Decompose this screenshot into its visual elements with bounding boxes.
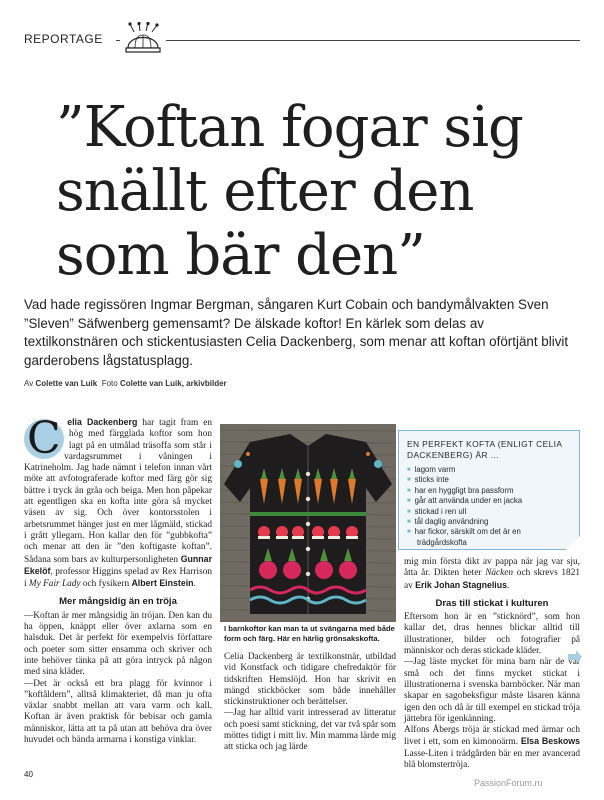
name-beskow: Elsa Beskows (520, 736, 580, 747)
section-label: REPORTAGE (24, 32, 103, 46)
list-item: ■ sticks inte (407, 475, 577, 485)
name-einstein: Albert Einstein (131, 578, 194, 589)
byline (24, 379, 227, 388)
list-item: ■ tål daglig användning (407, 517, 577, 527)
fact-box-list (407, 465, 577, 548)
list-item: ■ har fickor, särskilt om det är en (407, 527, 577, 537)
intro-text: har tagit fram en hög med färgglada koftor som hon lagt på en utmålad träsoffa som står i vardagsrummet i våningen i Katrineholm. Jag hade nämnt i telefon innan vårt möte att avfotograferade koftor med färg gör sig bättre i tryck än gråa och beiga. Men hon påpekar att egentligen ska en kofta inte göra så mycket väsen av sig. Och över kontorsstolen i arbetsrummet hänger just en mer lågmäld, stickad i grått yllegarn. Hon kallar den för ”gubbkofta” och menar att den är ”den koftigaste koftan”. Sådana som bars av kulturpersonligheten (24, 418, 212, 565)
headline-line-1: ”Koftan fogar sig (56, 95, 523, 160)
dropcap (24, 413, 64, 464)
paragraph-6-mid: och skrevs 1821 av (404, 568, 580, 591)
pincushion-icon (120, 22, 166, 54)
film-title: My Fair Lady (28, 579, 81, 590)
headline-line-2: snällt efter den (56, 159, 474, 224)
paragraph-9 (404, 725, 580, 771)
byline-photo-label: Foto (101, 379, 118, 388)
subhead-versatile: Mer mångsidig än en tröja (59, 596, 177, 608)
watermark: PassionForum.ru (474, 778, 543, 788)
subhead-culture: Dras till stickat i kulturen (435, 597, 549, 609)
paragraph-7: Eftersom hon är en ”sticknörd”, som hon kallar det, dras hennes blickar alltid till illustrationer, bilder och fotografier på människor och deras stickade kläder. (404, 612, 580, 657)
byline-photo-credit: Colette van Luik, arkivbilder (119, 379, 227, 388)
paragraph-2: —Koftan är mer mångsidig än tröjan. Den kan du ha öppen, knäppt eller över axlarna som en halsduk. Det är perfekt för exempelvis författare och poeter som sitter ensamma och skriver och inte behöver tänka på att göra intryck på någon med sina kläder. (24, 610, 212, 678)
fact-box-title: EN PERFEKT KOFTA (ENLIGT CELIA DACKENBERG) ÄR ... (407, 439, 562, 460)
article-column-3 (404, 557, 580, 771)
list-item: ■ lagom varm (407, 465, 577, 475)
paragraph-6-start: mig min första dikt av pappa när jag var sju, åtta år. Dikten heter (404, 557, 580, 579)
byline-author: Colette van Luik (35, 379, 98, 388)
name-ekelof: Gunnar Ekelöf (24, 553, 212, 576)
list-item-continuation: trädgårdskofta (417, 537, 467, 547)
article-column-1 (24, 413, 212, 746)
fact-box (398, 430, 580, 550)
intro-paragraph (24, 413, 212, 590)
paragraph-5: —Jag har alltid varit intresserad av litteratur och poesi samt stickning, det var två spår som möttes tidigt i mitt liv. Min mamma lärde mig att sticka och jag lärde (224, 708, 396, 753)
headline-line-3: som bär den” (56, 223, 425, 288)
paragraph-6 (404, 557, 580, 592)
cardigan-photo (220, 424, 396, 622)
article-column-2 (224, 652, 396, 754)
paragraph-3: —Det är också ett bra plagg för kvinnor i ”koftåldern”, alltså klimakteriet, då man ju ofta växlar snabbt mellan att vara varm och kall. Koftan är även praktisk för bebisar och gamla människor, lätta att ta på utan att behöva dra över huvudet och bända armarna i konstiga vinklar. (24, 678, 212, 746)
intro-text-end: . (193, 579, 196, 590)
list-item: ■ går att använda under en jacka (407, 496, 577, 506)
intro-text-mid: , professor Higgins spelad av Rex Harrison i (24, 566, 212, 590)
byline-by-label: Av (24, 379, 34, 388)
paragraph-6-end: . (507, 580, 510, 591)
page-number: 40 (24, 770, 33, 779)
paragraph-8: —Jag läste mycket för mina barn när de var små och det finns mycket stickat i illustrationerna i svenska barnböcker. När man skapar en sagobeksfigur måste läsaren känna igen den och då är till exempel en stickad tröja jättebra för igenkänning. (404, 657, 580, 724)
intro-name: elia Dackenberg (67, 417, 138, 427)
lede-paragraph: Vad hade regissören Ingmar Bergman, sångaren Kurt Cobain och bandymålvakten Sven ”Sleven” Säfwenberg gemensamt? De älskade koftor! En kärlek som delas av textilkonstnären och stickentusiasten Celia Dackenberg, som menar att koftan oförtjänt blivit garderobens lågstatusplagg. (24, 297, 569, 368)
intro-text-mid2: och fysikern (80, 579, 132, 590)
list-item: ■ har en hyggligt bra passform (407, 486, 577, 496)
paragraph-9-end: Lasse-Liten i trädgården bär en mer avancerad blå blomstertröja. (404, 748, 580, 771)
paragraph-4: Celia Dackenberg är textilkonstnär, utbildad vid Konstfack och tidigare chefredaktör för tidskriften Hemslöjd. Hon har skrivit en mängd stickböcker som både innehåller stickinstruktioner och berättelser. (224, 652, 396, 708)
headline (56, 96, 576, 288)
name-stagnelius: Erik Johan Stagnelius (415, 579, 508, 590)
photo-caption: I barnkoftor kan man ta ut svängarna med både form och färg. Här en härlig grönsakskofta. (224, 624, 395, 643)
list-item: ■ stickad i ren ull (407, 507, 577, 517)
poem-title: Näcken (485, 568, 514, 579)
header-rule (116, 40, 580, 41)
paragraph-9-start: Alfons Åbergs tröja är stickad med ärmar och livet i ett, som en kimonoärm. (404, 725, 580, 748)
next-page-arrow-icon (567, 650, 583, 664)
page-header (24, 22, 580, 54)
fact-box-corner (566, 536, 580, 550)
dropcap-letter: C (27, 413, 61, 464)
